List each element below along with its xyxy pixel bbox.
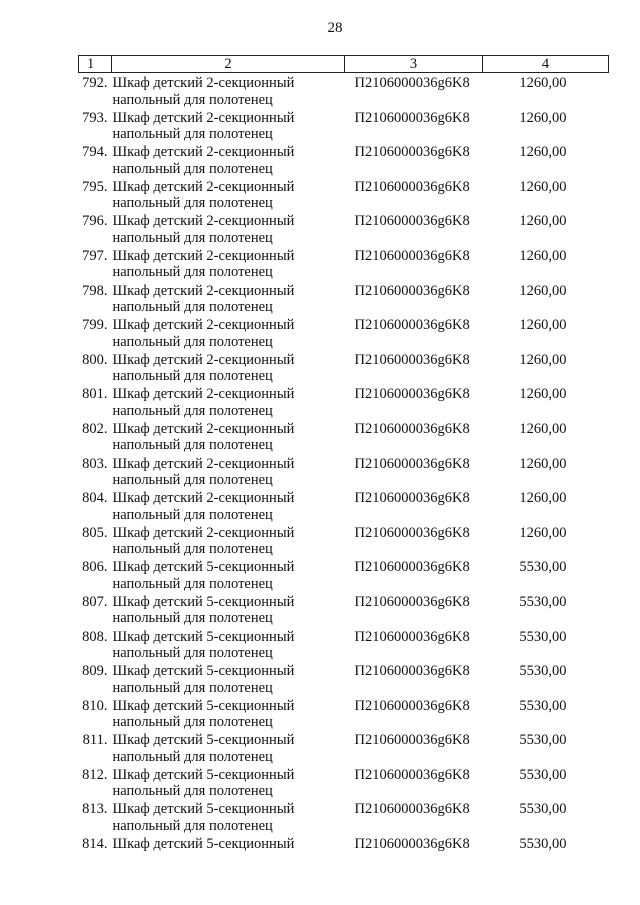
- column-header-2: 2: [112, 56, 345, 73]
- item-price: 1260,00: [519, 490, 567, 507]
- item-price: 5530,00: [519, 663, 567, 680]
- column-header-3: 3: [345, 56, 483, 73]
- item-name-line-2: напольный для полотенец: [112, 472, 273, 489]
- item-price: 1260,00: [519, 455, 567, 472]
- row-number: 801.: [82, 386, 108, 403]
- item-name: [112, 248, 345, 283]
- item-name: [112, 732, 345, 767]
- row-number: 794.: [82, 144, 108, 161]
- item-code: П2106000036g6K8: [354, 801, 470, 818]
- item-name: [112, 663, 345, 698]
- item-code: П2106000036g6K8: [354, 317, 470, 334]
- item-name: [112, 352, 345, 387]
- item-name-line-1: Шкаф детский 5-секционный: [112, 628, 295, 645]
- item-code: П2106000036g6K8: [354, 593, 470, 610]
- table-row: [79, 179, 609, 214]
- item-code: П2106000036g6K8: [354, 282, 470, 299]
- item-code: П2106000036g6K8: [354, 766, 470, 783]
- item-name-line-2: напольный для полотенец: [112, 299, 273, 316]
- item-name: [112, 386, 345, 421]
- item-name-line-1: Шкаф детский 5-секционный: [112, 732, 295, 749]
- item-name-line-2: напольный для полотенец: [112, 506, 273, 523]
- item-name-line-2: напольный для полотенец: [112, 645, 273, 661]
- item-price: 1260,00: [519, 213, 567, 230]
- item-price: 5530,00: [519, 628, 567, 645]
- item-name: [112, 559, 345, 594]
- item-code: П2106000036g6K8: [354, 663, 470, 680]
- table-row: [79, 283, 609, 318]
- item-name-line-1: Шкаф детский 2-секционный: [112, 351, 295, 368]
- item-price: 1260,00: [519, 351, 567, 368]
- item-code: П2106000036g6K8: [354, 559, 470, 576]
- table-row: [79, 456, 609, 491]
- item-name-line-2: напольный для полотенец: [112, 126, 273, 143]
- item-name: [112, 110, 345, 145]
- item-name: [112, 836, 345, 871]
- item-name: [112, 629, 345, 664]
- table-row: [79, 386, 609, 421]
- item-name-line-2: напольный для полотенец: [112, 264, 273, 281]
- item-name-line-2: напольный для полотенец: [112, 714, 273, 731]
- item-price: 1260,00: [519, 524, 567, 541]
- table-row: [79, 559, 609, 594]
- item-name-line-1: Шкаф детский 2-секционный: [112, 75, 295, 91]
- item-code: П2106000036g6K8: [354, 178, 470, 195]
- row-number: 802.: [82, 420, 108, 437]
- item-name: [112, 525, 345, 560]
- item-price: 1260,00: [519, 109, 567, 126]
- item-code: П2106000036g6K8: [354, 836, 470, 853]
- item-code: П2106000036g6K8: [354, 351, 470, 368]
- item-code: П2106000036g6K8: [354, 524, 470, 541]
- row-number: 805.: [82, 524, 108, 541]
- table-row: [79, 594, 609, 629]
- item-name: [112, 456, 345, 491]
- item-price: 1260,00: [519, 420, 567, 437]
- item-name-line-1: Шкаф детский 5-секционный: [112, 836, 295, 853]
- item-price: 1260,00: [519, 282, 567, 299]
- item-name-line-2: напольный для полотенец: [112, 817, 273, 834]
- table-row: [79, 73, 609, 110]
- row-number: 812.: [82, 766, 108, 783]
- item-name-line-2: напольный для полотенец: [112, 229, 273, 246]
- item-name-line-1: Шкаф детский 5-секционный: [112, 663, 295, 680]
- item-name-line-1: Шкаф детский 2-секционный: [112, 490, 295, 507]
- item-name: [112, 490, 345, 525]
- item-name-line-1: Шкаф детский 2-секционный: [112, 247, 295, 264]
- item-code: П2106000036g6K8: [354, 455, 470, 472]
- item-name: [112, 179, 345, 214]
- row-number: 795.: [82, 178, 108, 195]
- row-number: 803.: [82, 455, 108, 472]
- item-code: П2106000036g6K8: [354, 386, 470, 403]
- item-name: [112, 801, 345, 836]
- item-price: 5530,00: [519, 559, 567, 576]
- row-number: 810.: [82, 697, 108, 714]
- table-row: [79, 421, 609, 456]
- table-row: [79, 525, 609, 560]
- item-name-line-1: Шкаф детский 2-секционный: [112, 317, 295, 334]
- item-price: 1260,00: [519, 144, 567, 161]
- item-price: 1260,00: [519, 386, 567, 403]
- item-name-line-2: напольный для полотенец: [112, 91, 273, 108]
- item-name-line-2: напольный для полотенец: [112, 437, 273, 454]
- row-number: 798.: [82, 282, 108, 299]
- item-code: П2106000036g6K8: [354, 697, 470, 714]
- item-name: [112, 698, 345, 733]
- table-row: [79, 836, 609, 871]
- item-name: [112, 283, 345, 318]
- item-name-line-1: Шкаф детский 5-секционный: [112, 766, 295, 783]
- item-code: П2106000036g6K8: [354, 144, 470, 161]
- table-row: [79, 248, 609, 283]
- price-table: [78, 55, 609, 871]
- item-name: [112, 213, 345, 248]
- item-price: 1260,00: [519, 247, 567, 264]
- item-code: П2106000036g6K8: [354, 109, 470, 126]
- item-price: 1260,00: [519, 75, 567, 91]
- row-number: 809.: [82, 663, 108, 680]
- row-number: 797.: [82, 247, 108, 264]
- row-number: 807.: [82, 593, 108, 610]
- row-number: 800.: [82, 351, 108, 368]
- item-name-line-1: Шкаф детский 2-секционный: [112, 178, 295, 195]
- table-row: [79, 698, 609, 733]
- item-name-line-2: напольный для полотенец: [112, 610, 273, 627]
- item-name-line-1: Шкаф детский 2-секционный: [112, 524, 295, 541]
- table-row: [79, 629, 609, 664]
- item-price: 1260,00: [519, 317, 567, 334]
- item-price: 5530,00: [519, 766, 567, 783]
- item-price: 5530,00: [519, 801, 567, 818]
- row-number: 813.: [82, 801, 108, 818]
- row-number: 804.: [82, 490, 108, 507]
- row-number: 814.: [82, 836, 108, 853]
- item-name-line-2: напольный для полотенец: [112, 160, 273, 177]
- item-name-line-1: Шкаф детский 2-секционный: [112, 213, 295, 230]
- table-row: [79, 490, 609, 525]
- item-name: [112, 594, 345, 629]
- row-number: 808.: [82, 628, 108, 645]
- item-code: П2106000036g6K8: [354, 75, 470, 91]
- column-header-1: 1: [79, 56, 112, 73]
- item-name-line-2: напольный для полотенец: [112, 368, 273, 385]
- table-row: [79, 663, 609, 698]
- table-row: [79, 801, 609, 836]
- item-code: П2106000036g6K8: [354, 628, 470, 645]
- item-price: 5530,00: [519, 593, 567, 610]
- item-name-line-1: Шкаф детский 2-секционный: [112, 109, 295, 126]
- item-name-line-1: Шкаф детский 5-секционный: [112, 801, 295, 818]
- item-name: [112, 144, 345, 179]
- table-row: [79, 732, 609, 767]
- item-name-line-2: напольный для полотенец: [112, 402, 273, 419]
- item-price: 1260,00: [519, 178, 567, 195]
- item-name-line-1: Шкаф детский 5-секционный: [112, 593, 295, 610]
- item-name-line-2: напольный для полотенец: [112, 575, 273, 592]
- item-name-line-2: напольный для полотенец: [112, 541, 273, 558]
- item-code: П2106000036g6K8: [354, 213, 470, 230]
- table-row: [79, 317, 609, 352]
- table-header: [79, 56, 609, 73]
- item-code: П2106000036g6K8: [354, 247, 470, 264]
- item-name-line-2: напольный для полотенец: [112, 783, 273, 800]
- row-number: 811.: [82, 732, 108, 749]
- table-row: [79, 352, 609, 387]
- table-row: [79, 110, 609, 145]
- item-code: П2106000036g6K8: [354, 420, 470, 437]
- header-row: [79, 56, 609, 73]
- row-number: 793.: [82, 109, 108, 126]
- item-name-line-2: напольный для полотенец: [112, 195, 273, 212]
- item-name: [112, 767, 345, 802]
- table-row: [79, 144, 609, 179]
- row-number: 792.: [82, 75, 108, 91]
- item-name: [112, 421, 345, 456]
- item-code: П2106000036g6K8: [354, 490, 470, 507]
- row-number: 806.: [82, 559, 108, 576]
- table-row: [79, 213, 609, 248]
- item-price: 5530,00: [519, 732, 567, 749]
- item-name-line-2: напольный для полотенец: [112, 679, 273, 696]
- row-number: 799.: [82, 317, 108, 334]
- item-name: [112, 317, 345, 352]
- item-code: П2106000036g6K8: [354, 732, 470, 749]
- item-name-line-2: напольный для полотенец: [112, 748, 273, 765]
- table-row: [79, 767, 609, 802]
- item-name: [112, 73, 345, 110]
- item-name-line-2: напольный для полотенец: [112, 333, 273, 350]
- item-name-line-1: Шкаф детский 5-секционный: [112, 697, 295, 714]
- item-name-line-1: Шкаф детский 2-секционный: [112, 386, 295, 403]
- item-name-line-1: Шкаф детский 5-секционный: [112, 559, 295, 576]
- item-name-line-1: Шкаф детский 2-секционный: [112, 144, 295, 161]
- row-number: 796.: [82, 213, 108, 230]
- item-price: 5530,00: [519, 836, 567, 853]
- item-price: 5530,00: [519, 697, 567, 714]
- item-name-line-1: Шкаф детский 2-секционный: [112, 420, 295, 437]
- item-name-line-1: Шкаф детский 2-секционный: [112, 455, 295, 472]
- table-body: [79, 73, 609, 871]
- page-number: 28: [327, 20, 343, 36]
- item-name-line-1: Шкаф детский 2-секционный: [112, 282, 295, 299]
- column-header-4: 4: [483, 56, 609, 73]
